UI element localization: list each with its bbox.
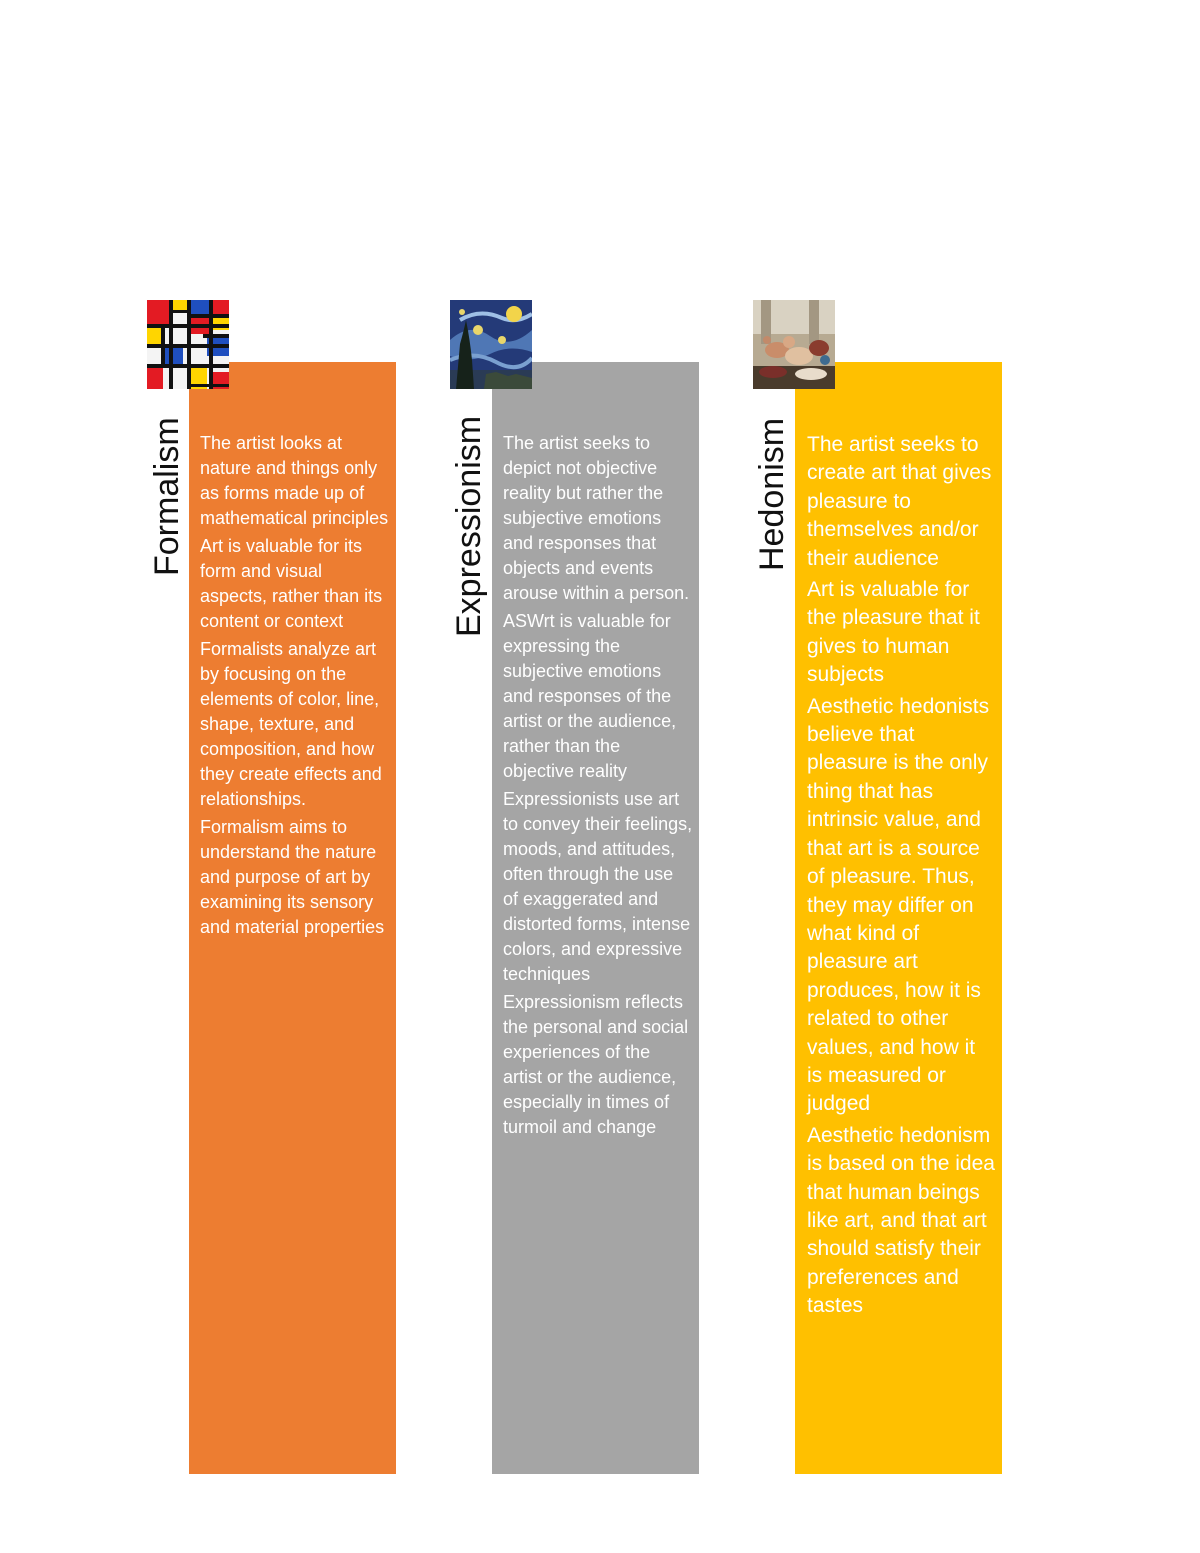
hedonism-paragraph: Aesthetic hedonists believe that pleasure is the only thing that has intrinsic value, and that art is a source of pleasure. Thus, they may differ on what kind of pleasure art produces, how it is related to other values, and how it is measured or judged [807,694,990,1116]
starry-night-image [450,300,532,389]
expressionism-paragraph: Expressionists use art to convey their feelings, moods, and attitudes, often through the use of exaggerated and distorted forms, intense colors, and expressive techniques [503,789,693,984]
formalism-paragraph: Art is valuable for its form and visual aspects, rather than its content or context [200,536,383,631]
formalism-paragraph: Formalists analyze art by focusing on the elements of color, line, shape, texture, and composition, and how they create effects and relationships. [200,639,382,809]
hedonism-title: Hedonism [753,417,791,571]
expressionism-paragraph: Expressionism reflects the personal and social experiences of the artist or the audience, especially in times of turmoil and change [503,992,689,1137]
expressionism-title: Expressionism [450,415,488,637]
expressionism-paragraph: The artist seeks to depict not objective reality but rather the subjective emotions and responses that objects and events arouse within a person. [503,433,690,603]
feast-painting-image [753,300,835,389]
hedonism-paragraph: Art is valuable for the pleasure that it gives to human subjects [807,578,980,687]
formalism-title: Formalism [148,417,186,576]
formalism-paragraph: Formalism aims to understand the nature and purpose of art by examining its sensory and material properties [200,817,385,937]
mondrian-image [147,300,229,389]
expressionism-paragraph: ASWrt is valuable for expressing the subjective emotions and responses of the artist or the audience, rather than the objective reality [503,611,677,781]
hedonism-description [807,431,995,1324]
formalism-description [200,431,390,943]
expressionism-description [503,431,693,1143]
hedonism-paragraph: Aesthetic hedonism is based on the idea that human beings like art, and that art should satisfy their preferences and tastes [807,1123,995,1318]
formalism-paragraph: The artist looks at nature and things only as forms made up of mathematical principles [200,433,389,528]
hedonism-paragraph: The artist seeks to create art that gives pleasure to themselves and/or their audience [807,433,992,570]
